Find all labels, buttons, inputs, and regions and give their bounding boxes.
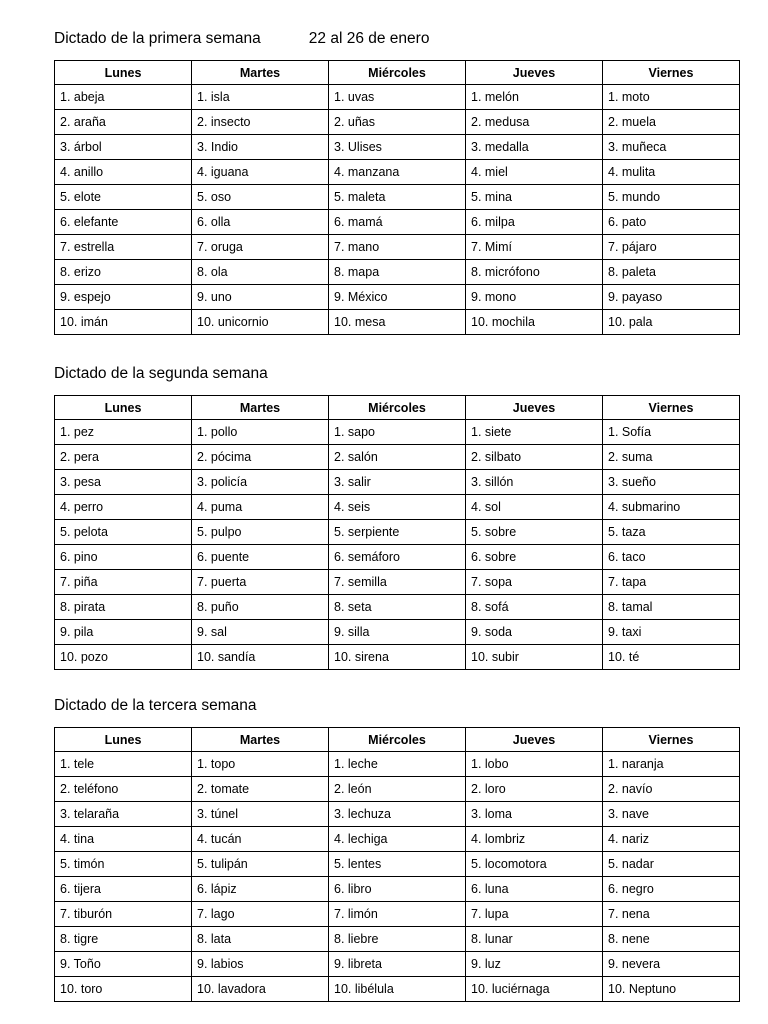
- word-cell: 2. suma: [603, 445, 740, 470]
- word-cell: 5. timón: [55, 852, 192, 877]
- word-cell: 1. topo: [192, 752, 329, 777]
- column-header: Viernes: [603, 728, 740, 752]
- table-row: [55, 210, 740, 235]
- word-cell: 9. soda: [466, 620, 603, 645]
- column-header: Viernes: [603, 396, 740, 420]
- column-header: Miércoles: [329, 61, 466, 85]
- table-row: [55, 952, 740, 977]
- column-header: Martes: [192, 61, 329, 85]
- word-cell: 1. tele: [55, 752, 192, 777]
- table-row: [55, 645, 740, 670]
- word-cell: 1. pollo: [192, 420, 329, 445]
- table-row: [55, 827, 740, 852]
- column-header: Jueves: [466, 396, 603, 420]
- word-cell: 10. té: [603, 645, 740, 670]
- word-cell: 9. luz: [466, 952, 603, 977]
- word-cell: 9. uno: [192, 285, 329, 310]
- word-cell: 4. tina: [55, 827, 192, 852]
- table-row: [55, 260, 740, 285]
- column-header: Jueves: [466, 61, 603, 85]
- word-cell: 8. micrófono: [466, 260, 603, 285]
- word-cell: 6. pato: [603, 210, 740, 235]
- word-cell: 6. elefante: [55, 210, 192, 235]
- word-cell: 1. lobo: [466, 752, 603, 777]
- word-cell: 10. luciérnaga: [466, 977, 603, 1002]
- word-cell: 1. sapo: [329, 420, 466, 445]
- word-cell: 8. lunar: [466, 927, 603, 952]
- word-cell: 2. pera: [55, 445, 192, 470]
- word-cell: 4. mulita: [603, 160, 740, 185]
- table-row: [55, 310, 740, 335]
- word-cell: 10. subir: [466, 645, 603, 670]
- table-row: [55, 852, 740, 877]
- word-cell: 2. araña: [55, 110, 192, 135]
- word-cell: 3. sueño: [603, 470, 740, 495]
- word-cell: 6. sobre: [466, 545, 603, 570]
- week-1-table: [54, 60, 740, 335]
- word-cell: 6. puente: [192, 545, 329, 570]
- word-cell: 7. limón: [329, 902, 466, 927]
- word-cell: 8. paleta: [603, 260, 740, 285]
- word-cell: 10. toro: [55, 977, 192, 1002]
- word-cell: 1. Sofía: [603, 420, 740, 445]
- word-cell: 5. elote: [55, 185, 192, 210]
- word-cell: 2. salón: [329, 445, 466, 470]
- week-1-date: 22 al 26 de enero: [308, 30, 430, 47]
- word-cell: 1. pez: [55, 420, 192, 445]
- word-cell: 7. tapa: [603, 570, 740, 595]
- word-cell: 8. puño: [192, 595, 329, 620]
- table-row: [55, 595, 740, 620]
- week-2-table: [54, 395, 740, 670]
- word-cell: 6. milpa: [466, 210, 603, 235]
- word-cell: 10. sirena: [329, 645, 466, 670]
- word-cell: 2. medusa: [466, 110, 603, 135]
- table-header-row: [55, 396, 740, 420]
- week-1-section: [54, 28, 740, 335]
- table-row: [55, 470, 740, 495]
- word-cell: 8. liebre: [329, 927, 466, 952]
- week-3-table: [54, 727, 740, 1002]
- table-row: [55, 185, 740, 210]
- word-cell: 8. nene: [603, 927, 740, 952]
- table-row: [55, 495, 740, 520]
- week-2-title: [54, 363, 740, 385]
- column-header: Lunes: [55, 728, 192, 752]
- word-cell: 7. sopa: [466, 570, 603, 595]
- word-cell: 3. nave: [603, 802, 740, 827]
- word-cell: 3. pesa: [55, 470, 192, 495]
- word-cell: 4. puma: [192, 495, 329, 520]
- table-row: [55, 570, 740, 595]
- word-cell: 10. mesa: [329, 310, 466, 335]
- column-header: Miércoles: [329, 396, 466, 420]
- word-cell: 5. sobre: [466, 520, 603, 545]
- table-row: [55, 160, 740, 185]
- table-row: [55, 235, 740, 260]
- word-cell: 8. erizo: [55, 260, 192, 285]
- word-cell: 3. telaraña: [55, 802, 192, 827]
- word-cell: 10. pozo: [55, 645, 192, 670]
- word-cell: 2. león: [329, 777, 466, 802]
- week-2-section: [54, 363, 740, 670]
- word-cell: 4. manzana: [329, 160, 466, 185]
- word-cell: 10. pala: [603, 310, 740, 335]
- word-cell: 7. lago: [192, 902, 329, 927]
- word-cell: 4. iguana: [192, 160, 329, 185]
- word-cell: 9. mono: [466, 285, 603, 310]
- word-cell: 7. nena: [603, 902, 740, 927]
- word-cell: 6. pino: [55, 545, 192, 570]
- word-cell: 5. pelota: [55, 520, 192, 545]
- word-cell: 9. sal: [192, 620, 329, 645]
- table-row: [55, 620, 740, 645]
- table-row: [55, 420, 740, 445]
- table-row: [55, 520, 740, 545]
- word-cell: 6. taco: [603, 545, 740, 570]
- table-row: [55, 285, 740, 310]
- word-cell: 8. seta: [329, 595, 466, 620]
- table-row: [55, 110, 740, 135]
- word-cell: 6. mamá: [329, 210, 466, 235]
- week-2-title-text: Dictado de la segunda semana: [54, 365, 268, 382]
- word-cell: 9. México: [329, 285, 466, 310]
- word-cell: 8. pirata: [55, 595, 192, 620]
- table-row: [55, 752, 740, 777]
- word-cell: 7. tiburón: [55, 902, 192, 927]
- word-cell: 9. libreta: [329, 952, 466, 977]
- word-cell: 2. loro: [466, 777, 603, 802]
- word-cell: 8. lata: [192, 927, 329, 952]
- word-cell: 1. moto: [603, 85, 740, 110]
- column-header: Miércoles: [329, 728, 466, 752]
- word-cell: 4. anillo: [55, 160, 192, 185]
- table-header-row: [55, 61, 740, 85]
- word-cell: 3. Ulises: [329, 135, 466, 160]
- word-cell: 6. tijera: [55, 877, 192, 902]
- table-row: [55, 802, 740, 827]
- column-header: Lunes: [55, 61, 192, 85]
- word-cell: 3. medalla: [466, 135, 603, 160]
- word-cell: 10. imán: [55, 310, 192, 335]
- table-row: [55, 85, 740, 110]
- word-cell: 2. navío: [603, 777, 740, 802]
- word-cell: 9. espejo: [55, 285, 192, 310]
- word-cell: 2. insecto: [192, 110, 329, 135]
- word-cell: 7. oruga: [192, 235, 329, 260]
- word-cell: 3. Indio: [192, 135, 329, 160]
- table-row: [55, 545, 740, 570]
- word-cell: 8. mapa: [329, 260, 466, 285]
- word-cell: 3. policía: [192, 470, 329, 495]
- word-cell: 4. seis: [329, 495, 466, 520]
- word-cell: 8. tamal: [603, 595, 740, 620]
- column-header: Martes: [192, 728, 329, 752]
- word-cell: 4. perro: [55, 495, 192, 520]
- word-cell: 3. sillón: [466, 470, 603, 495]
- word-cell: 5. oso: [192, 185, 329, 210]
- word-cell: 3. lechuza: [329, 802, 466, 827]
- word-cell: 4. tucán: [192, 827, 329, 852]
- word-cell: 9. Toño: [55, 952, 192, 977]
- word-cell: 10. Neptuno: [603, 977, 740, 1002]
- word-cell: 3. salir: [329, 470, 466, 495]
- word-cell: 4. submarino: [603, 495, 740, 520]
- table-row: [55, 135, 740, 160]
- word-cell: 9. pila: [55, 620, 192, 645]
- word-cell: 9. payaso: [603, 285, 740, 310]
- table-row: [55, 977, 740, 1002]
- week-3-section: [54, 695, 740, 1002]
- word-cell: 7. Mimí: [466, 235, 603, 260]
- word-cell: 9. labios: [192, 952, 329, 977]
- table-row: [55, 877, 740, 902]
- column-header: Martes: [192, 396, 329, 420]
- word-cell: 2. muela: [603, 110, 740, 135]
- word-cell: 7. semilla: [329, 570, 466, 595]
- word-cell: 9. nevera: [603, 952, 740, 977]
- word-cell: 6. negro: [603, 877, 740, 902]
- word-cell: 4. sol: [466, 495, 603, 520]
- word-cell: 7. piña: [55, 570, 192, 595]
- word-cell: 9. silla: [329, 620, 466, 645]
- word-cell: 3. túnel: [192, 802, 329, 827]
- word-cell: 3. árbol: [55, 135, 192, 160]
- word-cell: 10. sandía: [192, 645, 329, 670]
- column-header: Jueves: [466, 728, 603, 752]
- week-1-title: [54, 28, 740, 50]
- word-cell: 10. lavadora: [192, 977, 329, 1002]
- week-3-title-text: Dictado de la tercera semana: [54, 697, 257, 714]
- word-cell: 4. lombriz: [466, 827, 603, 852]
- word-cell: 7. mano: [329, 235, 466, 260]
- word-cell: 4. nariz: [603, 827, 740, 852]
- word-cell: 5. taza: [603, 520, 740, 545]
- word-cell: 10. libélula: [329, 977, 466, 1002]
- word-cell: 1. uvas: [329, 85, 466, 110]
- word-cell: 6. olla: [192, 210, 329, 235]
- word-cell: 8. ola: [192, 260, 329, 285]
- word-cell: 4. lechiga: [329, 827, 466, 852]
- word-cell: 9. taxi: [603, 620, 740, 645]
- word-cell: 5. tulipán: [192, 852, 329, 877]
- table-row: [55, 777, 740, 802]
- word-cell: 4. miel: [466, 160, 603, 185]
- word-cell: 2. tomate: [192, 777, 329, 802]
- word-cell: 1. siete: [466, 420, 603, 445]
- word-cell: 2. silbato: [466, 445, 603, 470]
- column-header: Lunes: [55, 396, 192, 420]
- week-1-title-text: Dictado de la primera semana: [54, 30, 261, 47]
- table-row: [55, 445, 740, 470]
- word-cell: 7. lupa: [466, 902, 603, 927]
- word-cell: 5. mundo: [603, 185, 740, 210]
- table-header-row: [55, 728, 740, 752]
- word-cell: 1. melón: [466, 85, 603, 110]
- word-cell: 10. unicornio: [192, 310, 329, 335]
- word-cell: 7. pájaro: [603, 235, 740, 260]
- word-cell: 8. sofá: [466, 595, 603, 620]
- word-cell: 1. abeja: [55, 85, 192, 110]
- word-cell: 5. nadar: [603, 852, 740, 877]
- word-cell: 6. lápiz: [192, 877, 329, 902]
- week-3-title: [54, 695, 740, 717]
- word-cell: 8. tigre: [55, 927, 192, 952]
- column-header: Viernes: [603, 61, 740, 85]
- word-cell: 1. naranja: [603, 752, 740, 777]
- word-cell: 5. maleta: [329, 185, 466, 210]
- word-cell: 1. isla: [192, 85, 329, 110]
- word-cell: 2. uñas: [329, 110, 466, 135]
- word-cell: 5. lentes: [329, 852, 466, 877]
- word-cell: 10. mochila: [466, 310, 603, 335]
- word-cell: 5. pulpo: [192, 520, 329, 545]
- word-cell: 7. estrella: [55, 235, 192, 260]
- table-row: [55, 902, 740, 927]
- word-cell: 1. leche: [329, 752, 466, 777]
- word-cell: 5. locomotora: [466, 852, 603, 877]
- word-cell: 2. teléfono: [55, 777, 192, 802]
- table-row: [55, 927, 740, 952]
- word-cell: 6. semáforo: [329, 545, 466, 570]
- word-cell: 2. pócima: [192, 445, 329, 470]
- word-cell: 7. puerta: [192, 570, 329, 595]
- word-cell: 5. mina: [466, 185, 603, 210]
- word-cell: 6. luna: [466, 877, 603, 902]
- word-cell: 5. serpiente: [329, 520, 466, 545]
- word-cell: 6. libro: [329, 877, 466, 902]
- word-cell: 3. muñeca: [603, 135, 740, 160]
- word-cell: 3. loma: [466, 802, 603, 827]
